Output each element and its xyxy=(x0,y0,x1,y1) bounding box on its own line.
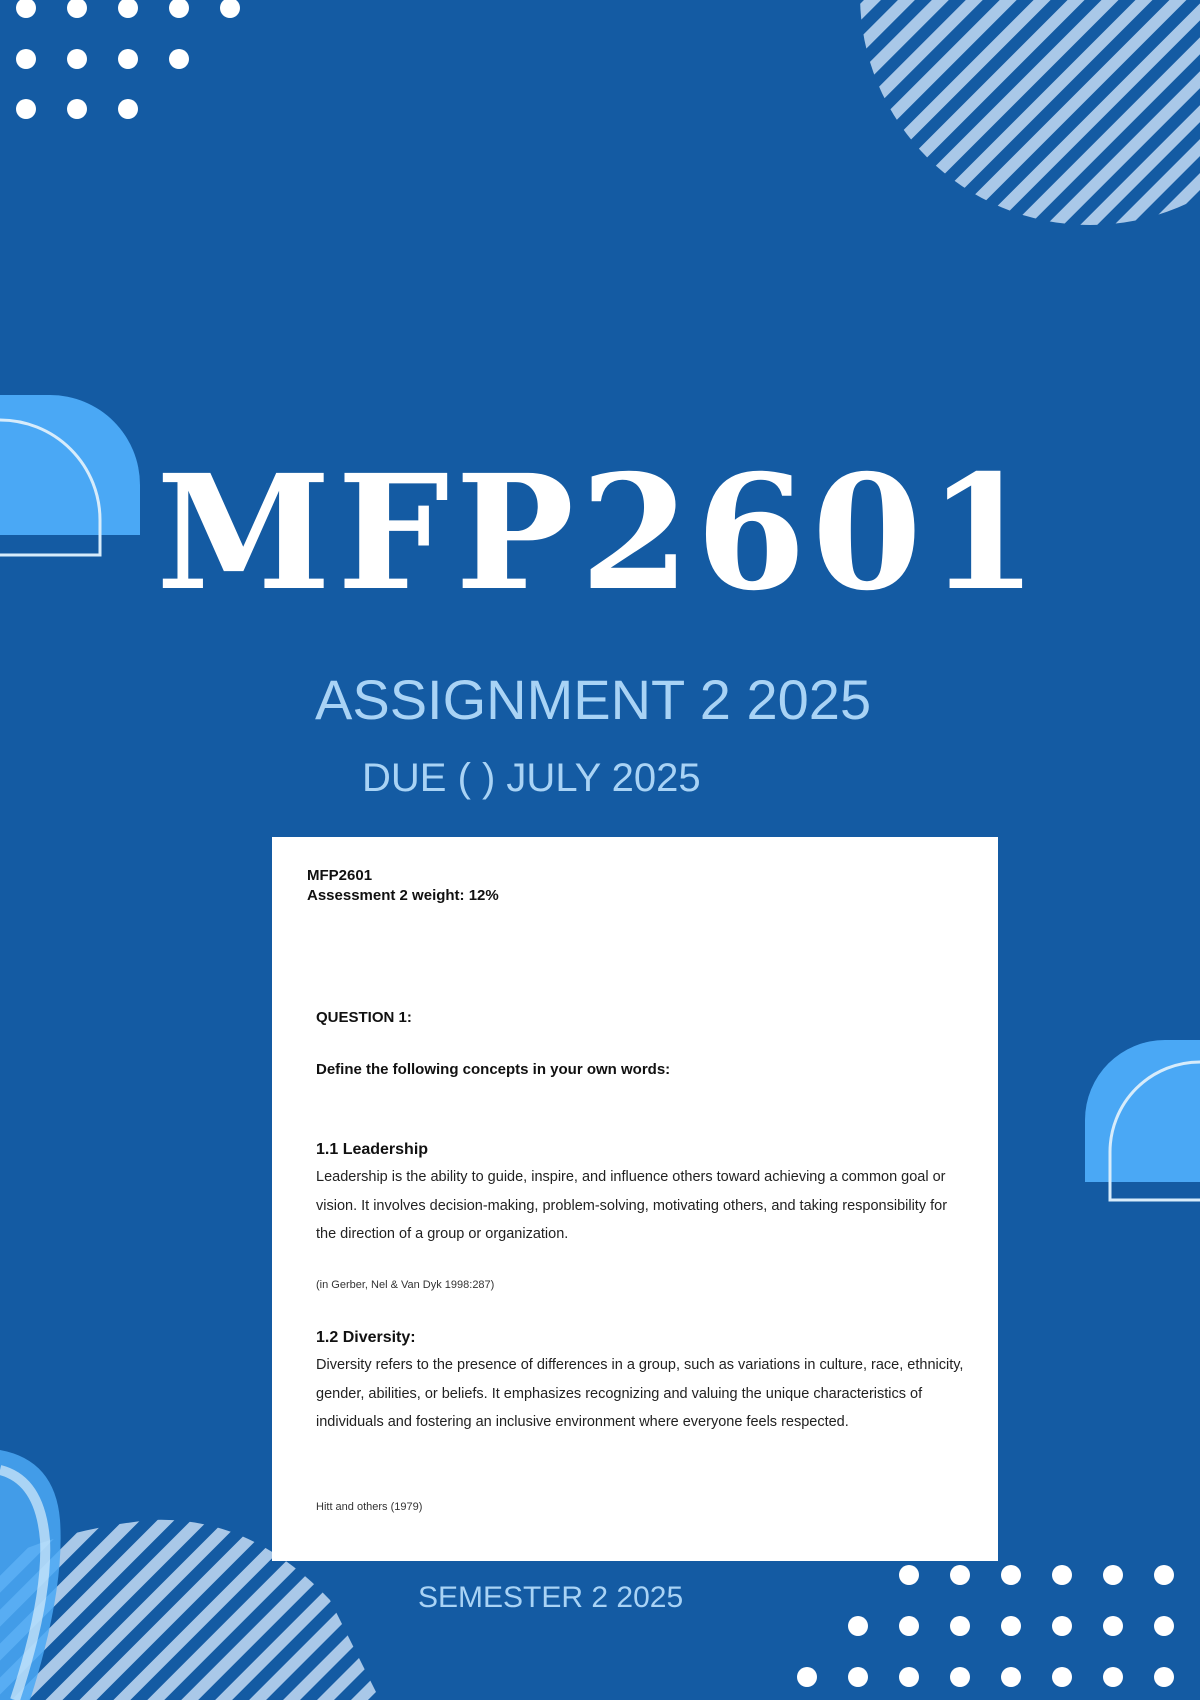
course-code-title: MFP2601 xyxy=(156,441,1044,626)
section-heading-leadership: 1.1 Leadership xyxy=(316,1141,429,1158)
due-date-line: DUE ( ) JULY 2025 xyxy=(362,756,701,800)
section-body-diversity: Diversity refers to the presence of differences in a group, such as variations in culture, race, ethnicity, gender, abilities, or beliefs. It emphasizes recognizing and valuing the unique characteristics of individuals and fostering an inclusive environment where everyone feels respected. xyxy=(316,1357,964,1430)
citation-diversity: Hitt and others (1979) xyxy=(316,1501,423,1513)
dot-pattern-bottom-right xyxy=(770,1555,1200,1700)
document-preview xyxy=(272,837,998,1561)
assessment-weight: Assessment 2 weight: 12% xyxy=(307,887,499,904)
question-heading: QUESTION 1: xyxy=(316,1009,412,1026)
citation-leadership: (in Gerber, Nel & Van Dyk 1998:287) xyxy=(316,1279,495,1291)
section-body-leadership: Leadership is the ability to guide, inspire, and influence others toward achieving a common goal or vision. It involves decision-making, problem-solving, motivating others, and taking responsibility for the direction of a group or organization. xyxy=(316,1169,948,1242)
dot-pattern-top-left xyxy=(0,0,260,130)
question-instruction: Define the following concepts in your own words: xyxy=(316,1061,671,1078)
assignment-title: ASSIGNMENT 2 2025 xyxy=(315,668,872,731)
quarter-circle-right xyxy=(1075,1040,1200,1205)
semester-label: SEMESTER 2 2025 xyxy=(418,1581,684,1614)
document-course-code: MFP2601 xyxy=(307,867,373,884)
section-heading-diversity: 1.2 Diversity: xyxy=(316,1329,416,1346)
striped-circle-top-right xyxy=(830,0,1200,230)
